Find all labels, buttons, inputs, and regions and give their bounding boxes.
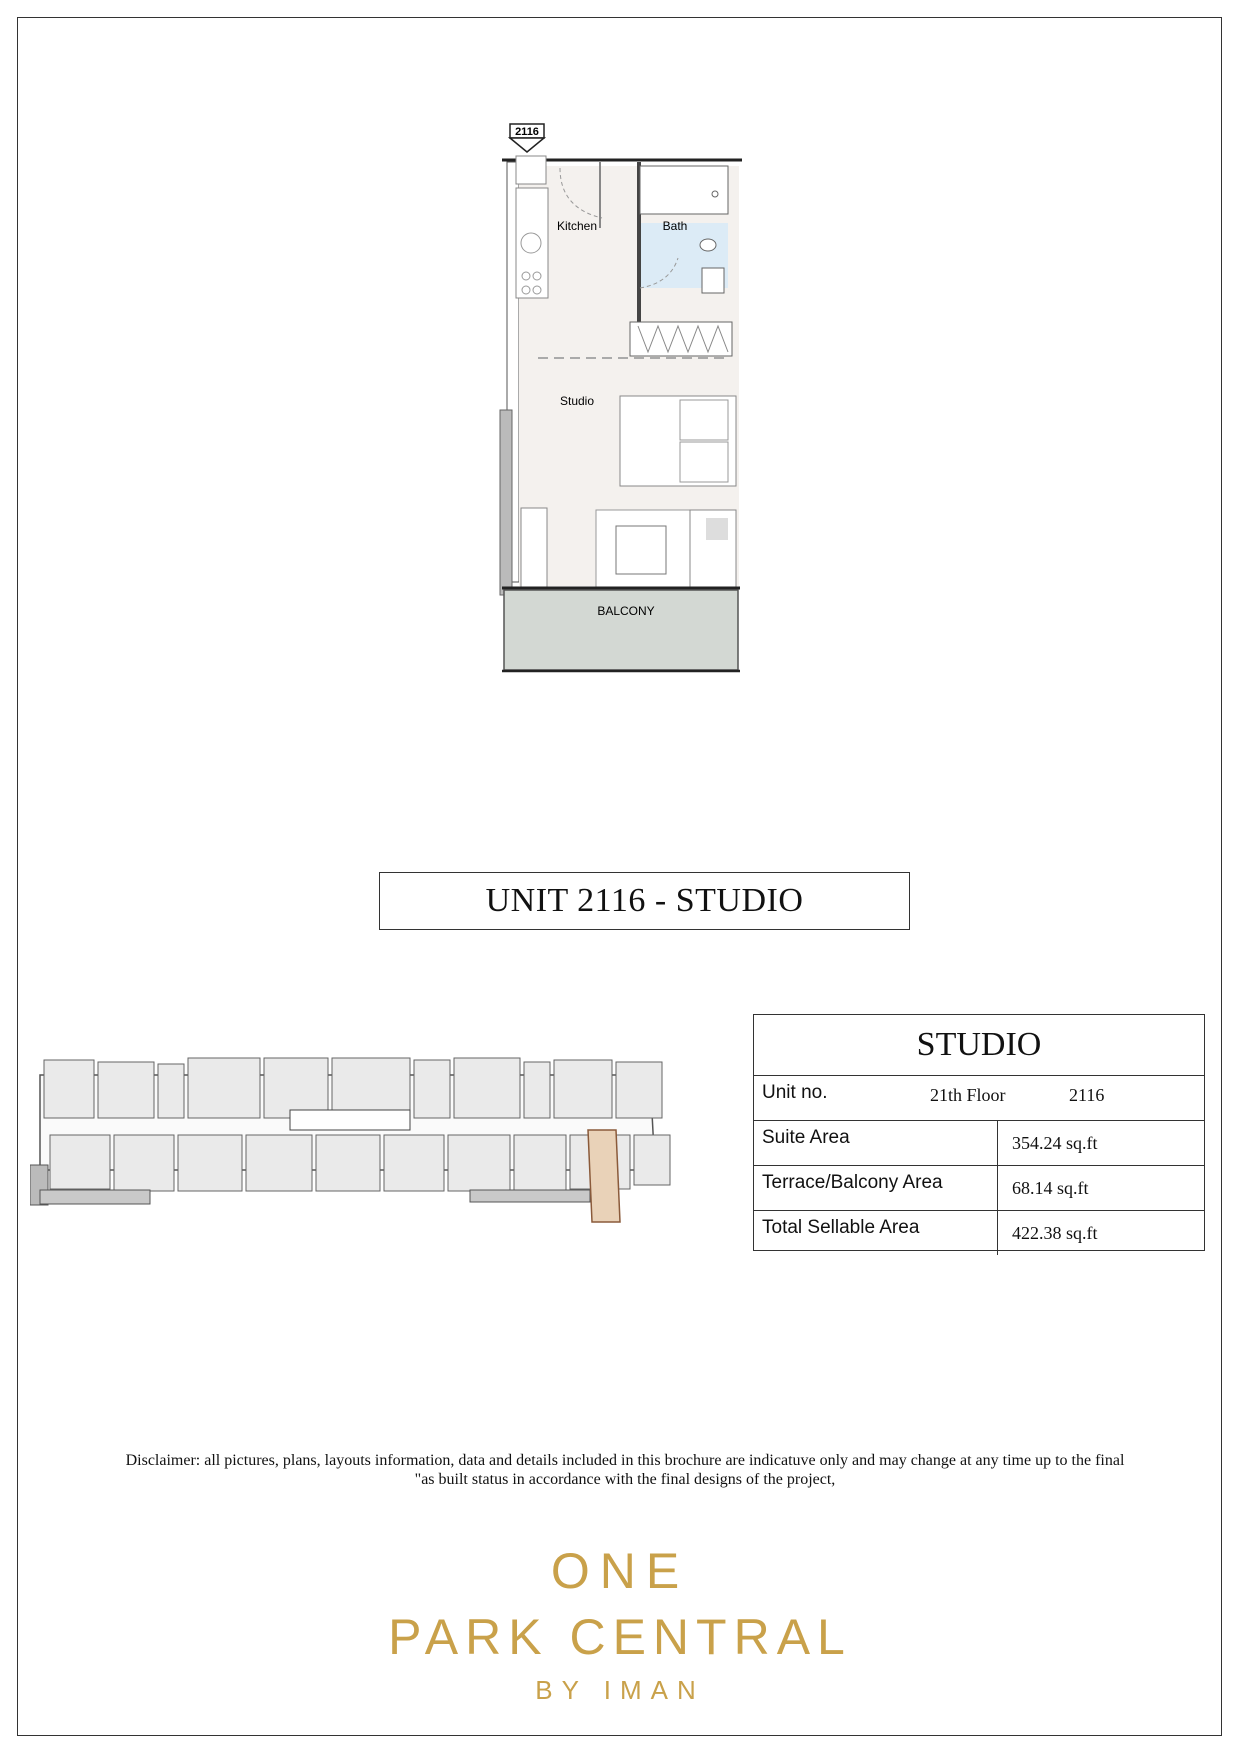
info-row-suite-area xyxy=(754,1121,1204,1166)
unit-number-value: 2116 xyxy=(1069,1085,1105,1105)
suite-area-value: 354.24 sq.ft xyxy=(1012,1133,1098,1153)
entry-tag-label: 2116 xyxy=(515,126,539,138)
building-key-plan xyxy=(30,1040,730,1240)
disclaimer-line-2: "as built status in accordance with the final designs of the project, xyxy=(414,1471,836,1488)
balcony-area-label: Terrace/Balcony Area xyxy=(762,1172,943,1193)
balcony-area-value: 68.14 sq.ft xyxy=(1012,1178,1089,1198)
unit-no-label: Unit no. xyxy=(762,1082,828,1103)
disclaimer-line-1: Disclaimer: all pictures, plans, layouts information, data and details included in this brochure are indicatuve only and may change at any time up to the final xyxy=(125,1452,1125,1469)
unit-floor-plan xyxy=(490,118,750,758)
unit-info-table xyxy=(753,1014,1205,1251)
info-row-unit xyxy=(754,1076,1204,1121)
info-table-header: STUDIO xyxy=(754,1015,1204,1076)
total-area-label: Total Sellable Area xyxy=(762,1217,920,1238)
entry-marker xyxy=(510,124,544,152)
disclaimer xyxy=(70,1451,1180,1489)
total-area-value: 422.38 sq.ft xyxy=(1012,1223,1098,1243)
room-label-studio: Studio xyxy=(559,394,595,408)
floor-value: 21th Floor xyxy=(930,1085,1006,1105)
logo-line-1: ONE xyxy=(550,1543,690,1599)
logo-line-3: BY IMAN xyxy=(535,1675,705,1705)
brand-logo xyxy=(370,1530,870,1710)
info-row-total-area xyxy=(754,1211,1204,1255)
room-label-bath: Bath xyxy=(662,219,688,233)
info-row-balcony-area xyxy=(754,1166,1204,1211)
unit-title: UNIT 2116 - STUDIO xyxy=(379,872,910,930)
unit-highlight xyxy=(588,1130,620,1222)
balcony-area xyxy=(504,590,738,670)
logo-line-2: PARK CENTRAL xyxy=(388,1609,852,1665)
room-label-balcony: BALCONY xyxy=(597,604,655,618)
room-label-kitchen: Kitchen xyxy=(556,219,598,233)
suite-area-label: Suite Area xyxy=(762,1127,850,1148)
